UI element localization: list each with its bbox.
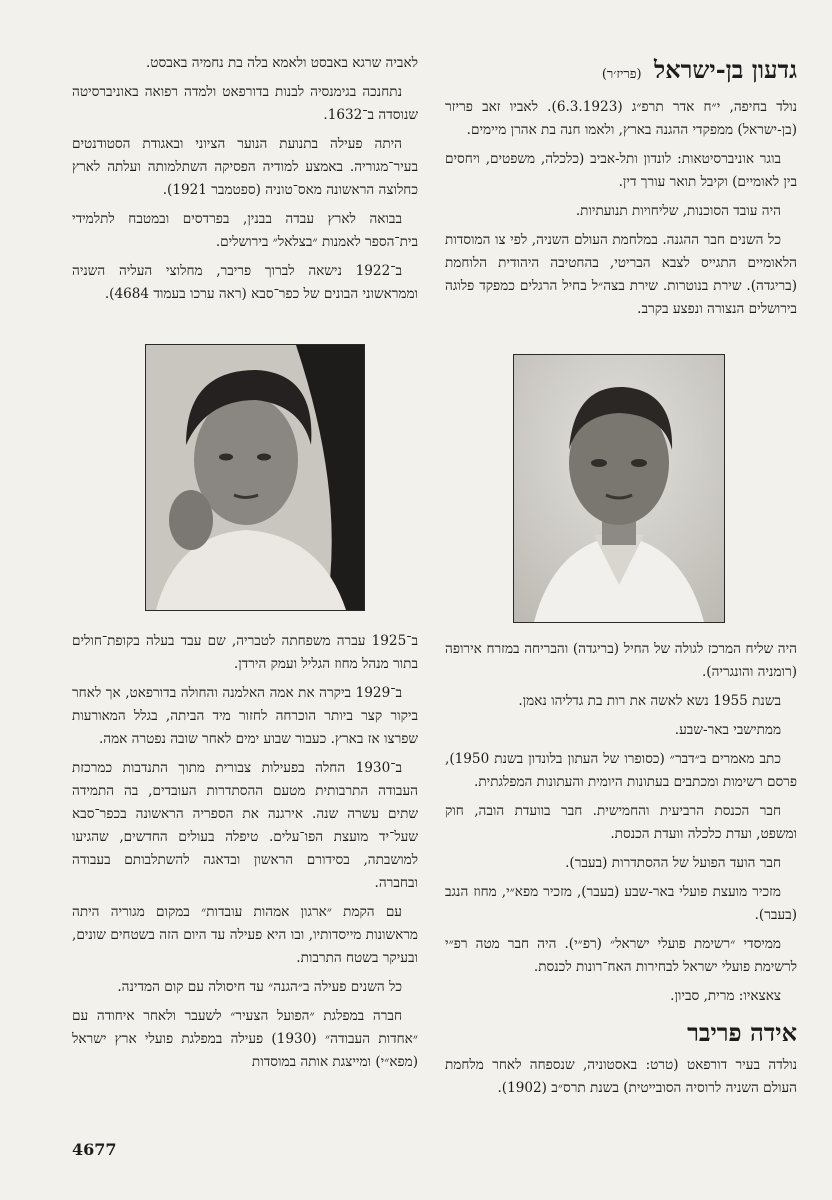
paragraph: כתב מאמרים ב״דבר״ (כסופרו של העתון בלונדון בשנת 1950), פרסם רשימות ומכתבים בעתונות היומית והעתונות המפלגתית. [445, 751, 797, 790]
portrait-photo-woman [145, 344, 365, 611]
entry-heading [445, 55, 797, 90]
entry-gideon-top [445, 55, 797, 327]
entry-name: גדעון בן-ישראל [653, 55, 797, 84]
paragraph: נולד בחיפה, י״ח אדר תרפ״ג (6.3.1923). לאביו זאב פריזר (בן-ישראל) ממפקדי ההגנה בארץ, ולאמו חנה בת אהרן מיימים. [445, 99, 798, 138]
paragraph: נולדה בעיר דורפאט (טרט: באסטוניה, שנספחה לאחר מלחמת העולם השניה לרוסיה הסובייטית) בשנת תרס״ב (1902). [445, 1057, 797, 1096]
paragraph: היתה פעילה בתנועת הנוער הציוני ובאגודת הסטודנטים בעיר־מגוריה. באמצע למודיה הפסיקה השתלמותה ועלתה לארץ כחלוצה הראשונה מאס־טוניה (ספטמבר 1921). [72, 136, 418, 198]
entry-ida-continued-top [72, 52, 418, 312]
paragraph: בשנת 1955 נשא לאשה את רות בת גדליהו נאמן. [518, 693, 781, 709]
entry-ida-continued-bottom [72, 630, 418, 1080]
paragraph: נתחנכה בגימנסיה לבנות בדורפאט ולמדה רפואה באוניברסיטה שנוסדה ב־1632. [72, 84, 418, 123]
paragraph: ב־1929 ביקרה את אמה האלמנה והחולה בדורפאט, אך לאחר ביקור קצר ביותר הוכרחה לחזור מיד הביתה, בגלל המאורעות שפרצו אז בארץ. כעבור שבוע ימים לאחר שובה נפטרה אמה. [72, 685, 418, 747]
paragraph: בבואה לארץ עבדה בבנין, בפרדסים ובמטבח לתלמידי בית־הספר לאמנות ״בצלאל״ בירושלים. [72, 211, 418, 250]
paragraph: בוגר אוניברסיטאות: לונדון ותל-אביב (כלכלה, משפטים, ויחסים בין לאומיים) וקיבל תואר עורך דין. [445, 151, 797, 190]
paragraph: חבר הועד הפועל של ההסתדרות (בעבר). [565, 855, 781, 871]
entry-ida [445, 1018, 797, 1106]
portrait-photo-man [513, 354, 725, 623]
paragraph: ב־1930 החלה בפעילות צבורית מתוך התנדבות כמרכזת העבודה התרבותית מטעם ההסתדרות העובדים, בה התמידה שתים עשרה שנה. אירגנה את הספריה הראשונה בכפר־סבא שעל־יד מועצת הפו־עלים. טיפלה בעולים החדשים, שהגיעו למושבתה, בסידורם הראשון ובדאגה להשתלבותם בעבודה ובחברה. [72, 760, 418, 891]
paragraph: לאביה שרגא באבסט ולאמא בלה בת נחמיה באבסט. [145, 55, 418, 71]
paragraph: ב־1922 נישאה לברוך פריבר, מחלוצי העליה השניה וממראשוני הבונים של כפר־סבא (ראה ערכו בעמוד 4684). [72, 263, 418, 302]
paragraph: ממתישבי באר-שבע. [674, 722, 781, 738]
paragraph: עם הקמת ״ארגון אמהות עובדות״ במקום מגוריה היתה מראשונות מייסדותיו, ובו היא פעילה עד היום הזה בשטחים שונים, ובעיקר בשטח התרבות. [72, 904, 418, 966]
paragraph: ב־1925 עברה משפחתה לטבריה, שם עבד בעלה בקופת־חולים בתור מנהל מחוז הגליל ועמק הירדן. [72, 633, 418, 672]
paragraph: היה עובד הסוכנות, שליחויות תנועתיות. [575, 203, 781, 219]
entry-heading: אידה פריבר [687, 1018, 797, 1047]
paragraph: ממיסדי ״רשימת פועלי ישראל״ (רפ״י). היה חבר מטה רפ״י לרשימת פועלי ישראל לבחירות האח־רונות לכנסת. [445, 936, 797, 975]
paragraph: כל השנים חבר ההגנה. במלחמת העולם השניה, לפי צו המוסדות הלאומיים התגייס לצבא הבריטי, בהחטיבה היהודית הלוחמת (בריגדה). שירת בנוטרות. שירת בצה״ל בחיל הרגלים כמפקד פלוגה בירושלים הנצורה ונפצע בקרב. [445, 232, 797, 317]
paragraph: חבר הכנסת הרביעית והחמישית. חבר בוועדת הובה, חוק ומשפט, ועדת כלכלה וועדת הכנסת. [445, 803, 797, 842]
paragraph: חברה במפלגת ״הפועל הצעיר״ לשעבר ולאחר איחודה עם ״אחדות העבודה״ (1930) פעילה במפלגת פועלי ארץ ישראל (מפא״י) ומייצגת אותה במוסדות [72, 1008, 418, 1070]
paragraph: היה שליח המרכז לגולה של החיל (בריגדה) והבריחה במזרח אירופה (רומניה והונגריה). [445, 641, 797, 680]
paragraph: מזכיר מועצת פועלי באר-שבע (בעבר), מזכיר מפא״י, מחוז הנגב (בעבר). [445, 884, 797, 923]
paragraph: כל השנים פעילה ב״הגנה״ עד חיסולה עם קום המדינה. [117, 979, 402, 995]
entry-former-name: (פריז׳ר) [601, 67, 642, 82]
entry-gideon-bottom [445, 638, 797, 1014]
page-number: 4677 [72, 1140, 117, 1159]
paragraph: צאצאיו: מרית, סביון. [670, 988, 781, 1004]
